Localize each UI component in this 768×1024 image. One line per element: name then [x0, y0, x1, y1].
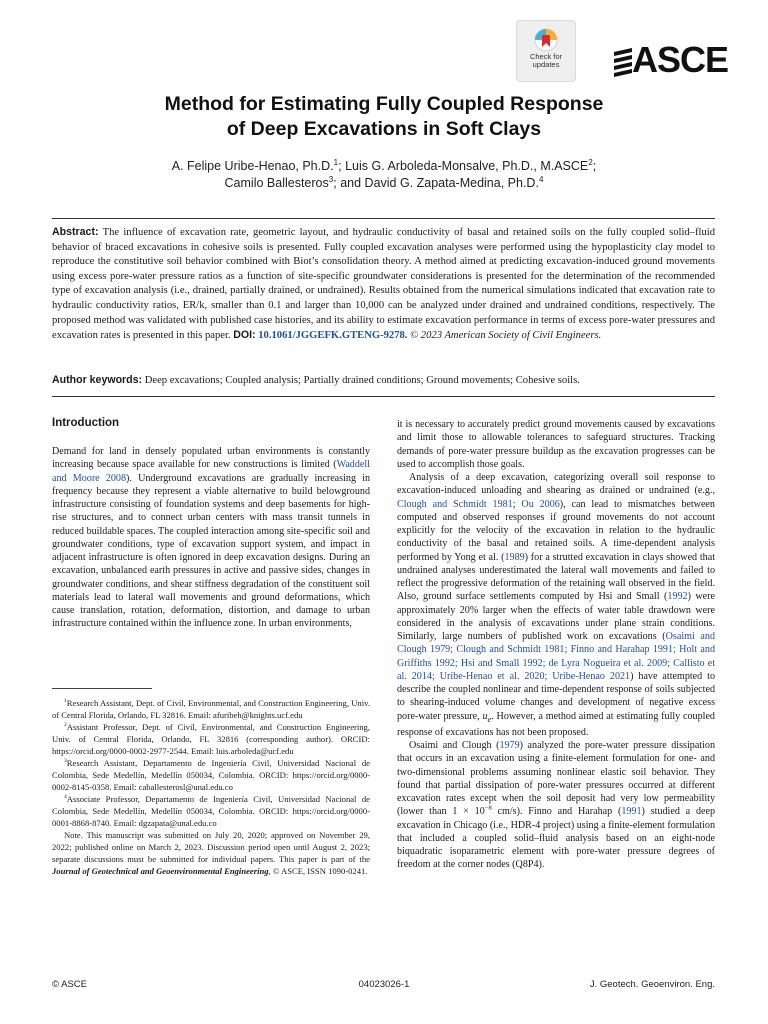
intro-p2-text-c: ) for a strutted excavation in clays showed that undrained analyses underestimated the lateral wall movements and failed to reflect the progressive deformation of the retaining wall observed in the field. Also, ground surface settlements computed by Hsi and Small (: [397, 551, 715, 603]
intro-paragraph-3: [397, 739, 715, 872]
note-text-b: , © ASCE, ISSN 1090-0241.: [268, 866, 368, 876]
author-3: Camilo Ballesteros: [224, 176, 329, 190]
author-1: A. Felipe Uribe-Henao, Ph.D.: [171, 159, 334, 173]
author-list: [60, 158, 708, 192]
check-for-updates-badge[interactable]: [516, 20, 576, 82]
author-keywords: [52, 373, 715, 388]
doi-label: DOI:: [233, 329, 256, 342]
intro-p3-text-c: cm/s). Finno and Harahap (: [491, 806, 622, 818]
author-4-affil: 4: [538, 174, 544, 184]
footnote-3-marker: 3: [64, 758, 67, 765]
footnote-4: [52, 793, 370, 829]
paper-title: [60, 92, 708, 142]
author-2: ; Luis G. Arboleda-Monsalve, Ph.D., M.ASCE: [338, 159, 589, 173]
intro-p2-text-b: ), can lead to mismatches between computed and observed responses if ground movements do not account explicitly for the velocity of the excavation in relation to the hydraulic conductivity of the basal and retained soils. A time-dependent analysis performed by Yong et al. (: [397, 498, 715, 563]
intro-p2-text-d: ) were approximately 20% larger when the effects of water table drawdown were considered in the analysis of excavations under plane strain conditions. Similarly, large numbers of published work on excavations (: [397, 591, 716, 642]
intro-p2-text-f: . However, a method aimed at estimating fully coupled response of excavations has not been proposed.: [397, 710, 715, 738]
footnote-4-marker: 4: [64, 794, 67, 801]
citation-link[interactable]: Clough and Schmidt 1981: [397, 498, 513, 510]
footnote-1-text: Research Assistant, Dept. of Civil, Environmental, and Construction Engineering, Univ. of Central Florida, Orlando, FL 32816. Email: afuribeh@knights.ucf.edu: [52, 698, 370, 720]
title-line-2: of Deep Excavations in Soft Clays: [226, 118, 542, 140]
intro-p1-text-a: Demand for land in densely populated urban environments is constantly increasing because space available for new constructions is limited (: [52, 446, 370, 471]
abstract-label: Abstract:: [52, 226, 99, 238]
doi-link[interactable]: 10.1061/JGGEFK.GTENG-9278.: [258, 330, 408, 342]
keywords-text: Deep excavations; Coupled analysis; Partially drained conditions; Ground movements; Cohesive soils.: [144, 375, 580, 386]
footnote-2-marker: 2: [64, 722, 67, 729]
intro-paragraph-1: [52, 445, 370, 631]
intro-p3-text-d: ) studied a deep excavation in Chicago (i.e., HDR-4 project) using a finite-element formulation that included a coupled solid–fluid analysis based on an eight-node biquadratic isoparametric element with pore-water pressure degrees of freedom at the corner nodes (Q8P4).: [397, 806, 715, 871]
intro-p2-text-e: ) have attempted to describe the coupled nonlinear and time-dependent response of soils subjected to shearing-induced volume changes and development of negative excess pore-water pressure,: [397, 670, 716, 722]
intro-p1-text-b: ). Underground excavations are gradually increasing in frequency because they represent a viable alternative to build belowground infrastructure consisting of foundation systems and deep basements for high-rise structures, and to connect urban centers with mass transit tunnels in reduced buildable spaces. The coupled interaction among site-specific soil and groundwater conditions, type of excavation support system, and impact in adjacent infrastructure is often ignored in deep excavation designs. During an excavation, unbalanced earth pressures in active and passive sides, changes in groundwater conditions, and shear stiffness degradation of the constituent soil materials lead to lateral wall movements and ground deformations, which cause translation, rotation, deformation, distortion, and damage to urban infrastructure contained within the influence zone. In urban environments,: [52, 472, 371, 630]
right-column: [397, 418, 715, 872]
abstract: [52, 225, 715, 344]
citation-link[interactable]: Ou 2006: [521, 498, 560, 510]
footnote-3: [52, 757, 370, 793]
pore-pressure-symbol: u: [482, 710, 488, 722]
intro-p3-text-b: ) analyzed the pore-water pressure dissipation that occurs in an excavation using a finite-element formulation for one- and two-dimensional problems assuming nonlinear elastic soil behavior. They found that partial dissipation of pore-water pressures occurred at different excavation rates except when the soil deposit had very low permeability (lower than 1 × 10: [397, 740, 715, 818]
footer-article-number: 04023026-1: [358, 979, 410, 990]
journal-name: Journal of Geotechnical and Geoenvironmental Engineering: [52, 866, 269, 876]
note-text-a: Note. This manuscript was submitted on July 20, 2020; approved on November 29, 2022; published online on March 2, 2023. Discussion period open until August 2, 2023; separate discussions must be submitted for individual papers. This paper is part of the: [52, 830, 370, 864]
submission-note: [52, 829, 370, 877]
intro-paragraph-1-cont: it is necessary to accurately predict ground movements caused by excavations and limit those to allowable tolerances to safeguard structures. Tracking demands of pore-water pressure buildup as the excavation progresses can be used to accomplish those goals.: [397, 419, 715, 470]
author-1-affil: 1: [333, 157, 339, 167]
pore-pressure-subscript: e: [487, 714, 492, 724]
intro-paragraph-2: [397, 471, 715, 739]
citation-link[interactable]: 1992: [667, 591, 688, 603]
footnote-2: [52, 721, 370, 757]
abstract-top-rule: [52, 218, 715, 219]
author-3-affil: 3: [328, 174, 334, 184]
citation-separator: ;: [512, 498, 522, 510]
author-separator: ;: [592, 159, 597, 173]
footnotes: [52, 697, 370, 877]
footnote-3-text: Research Assistant, Departamento de Ingeniería Civil, Universidad Nacional de Colombia, Sede Medellín, Medellín 050034, Colombia. ORCID: https://orcid.org/0000-0002-8145-0358. Email: caballesterosl@unal.edu.co: [52, 758, 370, 792]
citation-link[interactable]: 1979: [499, 740, 520, 752]
badge-line-2: updates: [532, 60, 560, 69]
author-4: ; and David G. Zapata-Medina, Ph.D.: [333, 176, 539, 190]
title-line-1: Method for Estimating Fully Coupled Response: [164, 93, 604, 115]
intro-p3-text-a: Osaimi and Clough (: [409, 740, 500, 752]
citation-link[interactable]: Waddell and Moore 2008: [52, 459, 370, 484]
citation-list-link[interactable]: Osaimi and Clough 1979; Clough and Schmidt 1981; Finno and Harahap 1991; Holt and Griffiths 1992; Hsi and Small 1992; de Lyra Nogueira et al. 2009; Callisto et al. 2014; Uribe-Henao et al. 2020; Uribe-Henao 2021: [397, 631, 715, 682]
asce-wave-icon: [612, 44, 634, 78]
footnote-1-marker: 1: [64, 698, 67, 705]
footnote-rule: [52, 688, 152, 689]
asce-logo-text: ASCE: [632, 39, 729, 80]
footer-journal-abbrev: J. Geotech. Geoenviron. Eng.: [589, 979, 715, 990]
citation-link[interactable]: 1989: [504, 551, 525, 563]
author-2-affil: 2: [588, 157, 593, 167]
intro-p2-text-a: Analysis of a deep excavation, categorizing overall soil response to excavation-induced unloading and shearing as drained or undrained (e.g.,: [397, 472, 715, 497]
asce-logo: [612, 39, 729, 80]
footnote-2-text: Assistant Professor, Dept. of Civil, Environmental, and Construction Engineering, Univ. of Central Florida, Orlando, FL 32816 (corresponding author). ORCID: https://orcid.org/0000-0002-2977-2544. Email: luis.arboleda@ucf.edu: [52, 722, 370, 756]
copyright-notice: © 2023 American Society of Civil Engineers.: [410, 330, 602, 342]
crossmark-icon: [533, 27, 559, 53]
footnote-4-text: Associate Professor, Departamento de Ingeniería Civil, Universidad Nacional de Colombia, Sede Medellín, Medellín 050034, Colombia. ORCID: https://orcid.org/0000-0001-8868-8740. Email: dgzapata@unal.edu.co: [52, 794, 370, 828]
footnote-1: [52, 697, 370, 721]
abstract-text: The influence of excavation rate, geometric layout, and hydraulic conductivity of basal and retained soils on the fully coupled solid–fluid behavior of braced excavations in cohesive soils is presented. Fully coupled excavation analyses were performed using the hypoplasticity clay model to reproduce the constitutive soil behavior combined with Biot’s consolidation theory. A method aimed at predicting excavation-induced ground movements using excess pore-water pressure ratios as a function of site-specific groundwater considerations is presented for the determination of the recommended type of excavation analysis (i.e., drained, partially drained, or undrained). Results obtained from the numerical simulations indicated that excavation rate to hydraulic conductivity ratios, ER/k, smaller than 0.1 and larger than 10,000 can be analyzed under drained and undrained conditions, respectively. The proposed method was validated with published case histories, and its ability to estimate excavation performance in terms of excess pore-water pressures and excavation rates is presented in this paper.: [52, 227, 715, 342]
citation-link[interactable]: 1991: [621, 806, 642, 818]
section-heading-introduction: Introduction: [52, 417, 120, 429]
badge-line-1: Check for: [529, 52, 563, 61]
left-column: [52, 445, 370, 631]
abstract-bottom-rule: [52, 396, 715, 397]
exponent: −8: [484, 804, 492, 812]
keywords-label: Author keywords:: [52, 374, 143, 386]
footer-copyright: © ASCE: [52, 979, 87, 990]
